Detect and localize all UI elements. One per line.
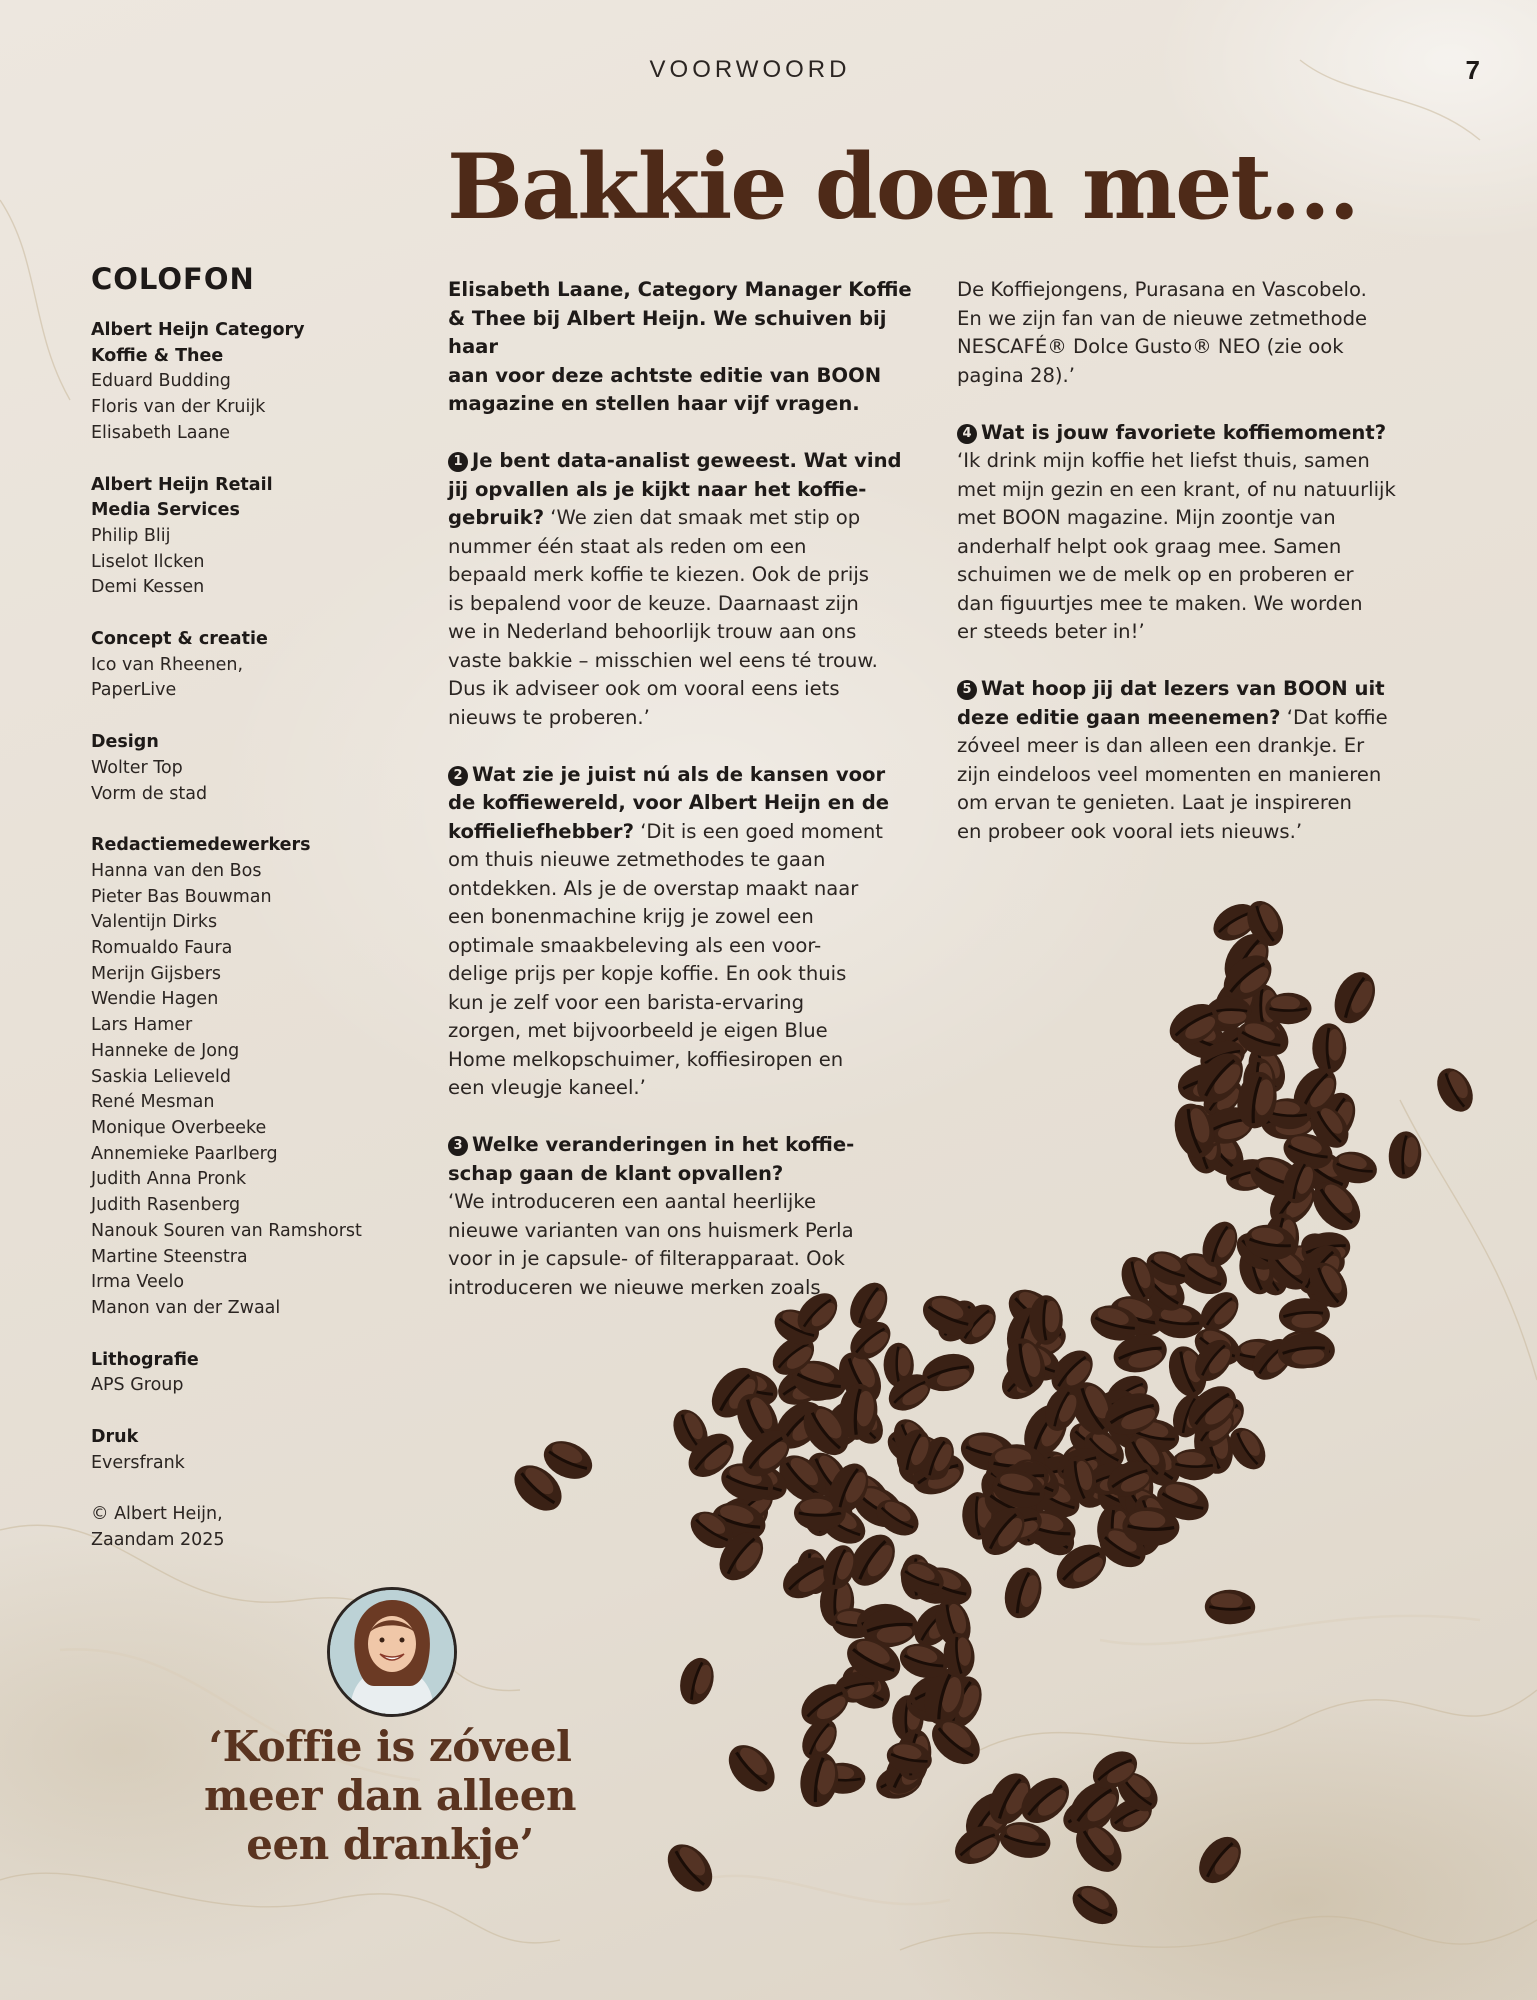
colofon-line: Floris van der Kruijk: [91, 397, 266, 418]
colofon-line: Elisabeth Laane: [91, 422, 231, 443]
question-number-badge: 2: [448, 766, 468, 786]
colofon-line: Wendie Hagen: [91, 989, 219, 1010]
colofon-line: Judith Anna Pronk: [91, 1169, 247, 1190]
colofon-line: © Albert Heijn,: [91, 1504, 223, 1525]
colofon-line: Annemieke Paarlberg: [91, 1143, 278, 1164]
intro-line: aan voor deze achtste editie van BOON: [448, 363, 882, 387]
colofon-heading: Media Services: [91, 500, 240, 521]
headline: Bakkie doen met...: [447, 134, 1358, 240]
colofon-heading: Lithografie: [91, 1349, 199, 1370]
colofon-heading: Albert Heijn Retail: [91, 474, 273, 495]
colofon-line: Manon van der Zwaal: [91, 1297, 281, 1318]
coffee-bean: [1327, 966, 1383, 1030]
colofon-line: Vorm de stad: [91, 783, 208, 804]
coffee-bean: [999, 1563, 1047, 1622]
coffee-bean: [1191, 1829, 1250, 1891]
colofon-line: Judith Rasenberg: [91, 1195, 241, 1216]
colofon-line: Eduard Budding: [91, 371, 231, 392]
section-label: VOORWOORD: [649, 56, 851, 83]
coffee-bean: [1312, 1023, 1347, 1073]
colofon-line: Nanouk Souren van Ramshorst: [91, 1220, 362, 1241]
pull-quote-line: een drankje’: [246, 1820, 534, 1869]
question-4-text: 4 Wat is jouw favoriete koffiemoment?: [957, 421, 1386, 444]
colofon-line: Valentijn Dirks: [91, 912, 218, 933]
intro-line: Elisabeth Laane, Category Manager Koffie: [448, 278, 912, 301]
coffee-bean: [1387, 1130, 1423, 1180]
answer-3: ‘We introduceren een aantal heerlijke nieuwe varianten van ons huismerk Perla voor in je capsule- of filterapparaat. Ook introduceren we nieuwe merken zoals: [448, 1190, 854, 1299]
colofon-line: Hanna van den Bos: [91, 860, 262, 881]
question-number-badge: 5: [957, 680, 977, 700]
colofon-line: Saskia Lelieveld: [91, 1066, 232, 1087]
colofon-heading: Druk: [91, 1427, 139, 1448]
colofon-line: APS Group: [91, 1375, 184, 1396]
intro-line: magazine en stellen haar vijf vragen.: [448, 392, 860, 415]
intro-line: & Thee bij Albert Heijn. We schuiven bij haar: [448, 306, 887, 358]
question-3-text: 3 Welke veranderingen in het koffie- schap gaan de klant opvallen?: [448, 1133, 855, 1185]
answer-3-continuation: De Koffiejongens, Purasana en Vascobelo. En we zijn fan van de nieuwe zetmethode NESCAFÉ® Dolce Gusto® NEO (zie ook pagina 28).’: [957, 278, 1368, 387]
colofon-line: Lars Hamer: [91, 1015, 193, 1036]
colofon-title: COLOFON: [91, 262, 255, 296]
coffee-bean: [720, 1736, 784, 1800]
colofon-heading: Redactiemedewerkers: [91, 835, 311, 856]
colofon-line: PaperLive: [91, 680, 177, 701]
colofon-line: Irma Veelo: [91, 1272, 185, 1293]
colofon-line: Demi Kessen: [91, 577, 205, 598]
coffee-bean: [1430, 1062, 1480, 1118]
question-1-text: 1 Je bent data-analist geweest. Wat vind jij opvallen als je kijkt naar het koffie- gebruik?: [448, 449, 902, 529]
answer-5: zóveel meer is dan alleen een drankje. Er zijn eindeloos veel momenten en manieren om ervan te genieten. Laat je inspireren en probeer ook vooral iets nieuws.’: [957, 734, 1382, 843]
question-2-text: 2 Wat zie je juist nú als de kansen voor de koffiewereld, voor Albert Heijn en de koffieliefhebber?: [448, 762, 890, 843]
answer-4: ‘Ik drink mijn koffie het liefst thuis, samen met mijn gezin en een krant, of nu natuurlijk met BOON magazine. Mijn zoontje van anderhalf helpt ook graag mee. Samen schuimen we de melk op en proberen er dan figuurtjes mee te maken. We worden er steeds beter in!’: [957, 449, 1396, 643]
pull-quote: [150, 1722, 630, 1869]
coffee-bean: [659, 1836, 721, 1901]
colofon-line: Pieter Bas Bouwman: [91, 886, 272, 907]
question-number-badge: 1: [448, 452, 468, 472]
colofon-line: Philip Blij: [91, 525, 171, 546]
colofon-heading: Koffie & Thee: [91, 345, 224, 366]
coffee-bean: [675, 1654, 719, 1708]
pull-quote-line: meer dan alleen: [204, 1771, 576, 1820]
coffee-bean: [1066, 1878, 1125, 1932]
page-number: 7: [1465, 55, 1480, 85]
coffee-bean: [796, 1750, 842, 1810]
colofon-heading: Concept & creatie: [91, 629, 268, 650]
colofon-heading: Albert Heijn Category: [91, 320, 305, 340]
question-number-badge: 3: [448, 1136, 468, 1156]
colofon-line: René Mesman: [91, 1092, 215, 1113]
colofon-line: Zaandam 2025: [91, 1530, 225, 1551]
question-number-badge: 4: [957, 424, 977, 444]
colofon-line: Hanneke de Jong: [91, 1040, 240, 1061]
colofon-line: Monique Overbeeke: [91, 1117, 267, 1138]
colofon-line: Romualdo Faura: [91, 938, 233, 959]
colofon-line: Wolter Top: [91, 757, 183, 778]
colofon-line: Liselot Ilcken: [91, 551, 205, 572]
colofon-heading: Design: [91, 732, 159, 753]
coffee-bean: [1029, 1295, 1063, 1344]
colofon-line: Merijn Gijsbers: [91, 963, 222, 984]
answer-2: om thuis nieuwe zetmethodes te gaan ontdekken. Als je de overstap maakt naar een bonenmachine krijg je zowel een optimale smaakbeleving als een voor- delige prijs per kopje koffie. En ook thuis kun je zelf voor een barista-ervaring zorgen, met bijvoorbeeld je eigen Blue Home melkopschuimer, koffiesiropen en een vleugje kaneel.’: [448, 848, 859, 1099]
colofon-line: Eversfrank: [91, 1452, 185, 1473]
colofon-line: Ico van Rheenen,: [91, 654, 244, 675]
portrait-photo: [327, 1587, 457, 1717]
answer-1: nummer één staat als reden om een bepaald merk koffie te kiezen. Ook de prijs is bepalend voor de keuze. Daarnaast zijn we in Nederland behoorlijk trouw aan ons vaste bakkie – misschien wel eens té trouw. Dus ik adviseer ook om vooral eens iets nieuws te proberen.’: [448, 534, 878, 729]
pull-quote-line: ‘Koffie is zóveel: [208, 1722, 572, 1771]
answer-2-first: ‘Dit is een goed moment: [633, 819, 883, 843]
question-5-text: 5 Wat hoop jij dat lezers van BOON uit deze editie gaan meenemen?: [957, 677, 1385, 729]
coffee-bean: [1205, 1589, 1256, 1624]
answer-5-first: ‘Dat koffie: [1280, 705, 1388, 729]
coffee-bean: [1265, 993, 1311, 1024]
answer-1-first: ‘We zien dat smaak met stip op: [544, 506, 861, 529]
colofon-line: Martine Steenstra: [91, 1246, 248, 1267]
